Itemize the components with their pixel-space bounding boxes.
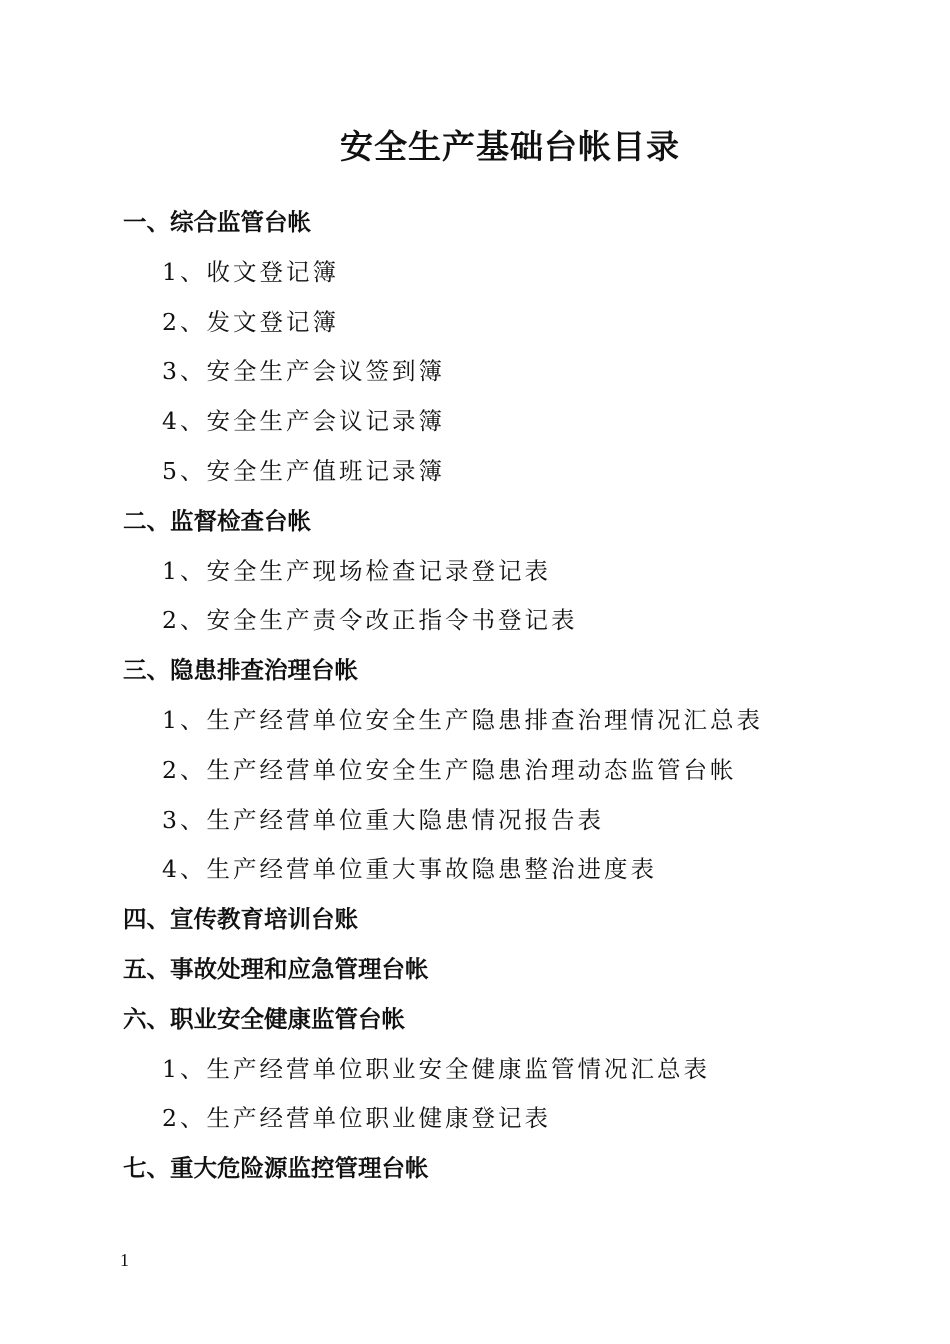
page-number: 1 [120, 1250, 129, 1270]
list-item: 2、安全生产责令改正指令书登记表 [162, 606, 578, 635]
list-item: 1、收文登记簿 [162, 257, 339, 286]
list-item: 2、发文登记簿 [162, 307, 339, 336]
section-heading: 六、职业安全健康监管台帐 [123, 1004, 405, 1033]
list-item: 2、生产经营单位安全生产隐患治理动态监管台帐 [162, 755, 737, 784]
list-item: 1、生产经营单位安全生产隐患排查治理情况汇总表 [162, 705, 763, 734]
section-heading: 四、宣传教育培训台账 [123, 905, 358, 934]
document-title: 安全生产基础台帐目录 [340, 127, 680, 166]
list-item: 4、安全生产会议记录簿 [162, 407, 445, 436]
list-item: 3、生产经营单位重大隐患情况报告表 [162, 805, 604, 834]
list-item: 1、安全生产现场检查记录登记表 [162, 556, 551, 585]
list-item: 1、生产经营单位职业安全健康监管情况汇总表 [162, 1054, 710, 1083]
section-heading: 一、综合监管台帐 [123, 208, 311, 236]
section-heading: 七、重大危险源监控管理台帐 [123, 1154, 429, 1183]
section-heading: 五、事故处理和应急管理台帐 [123, 954, 429, 983]
section-heading: 二、监督检查台帐 [123, 506, 311, 535]
list-item: 3、安全生产会议签到簿 [162, 357, 445, 386]
section-heading: 三、隐患排查治理台帐 [123, 656, 358, 685]
list-item: 2、生产经营单位职业健康登记表 [162, 1104, 551, 1133]
table-of-contents [0, 198, 950, 1194]
list-item: 4、生产经营单位重大事故隐患整治进度表 [162, 855, 657, 884]
list-item: 5、安全生产值班记录簿 [162, 456, 445, 485]
